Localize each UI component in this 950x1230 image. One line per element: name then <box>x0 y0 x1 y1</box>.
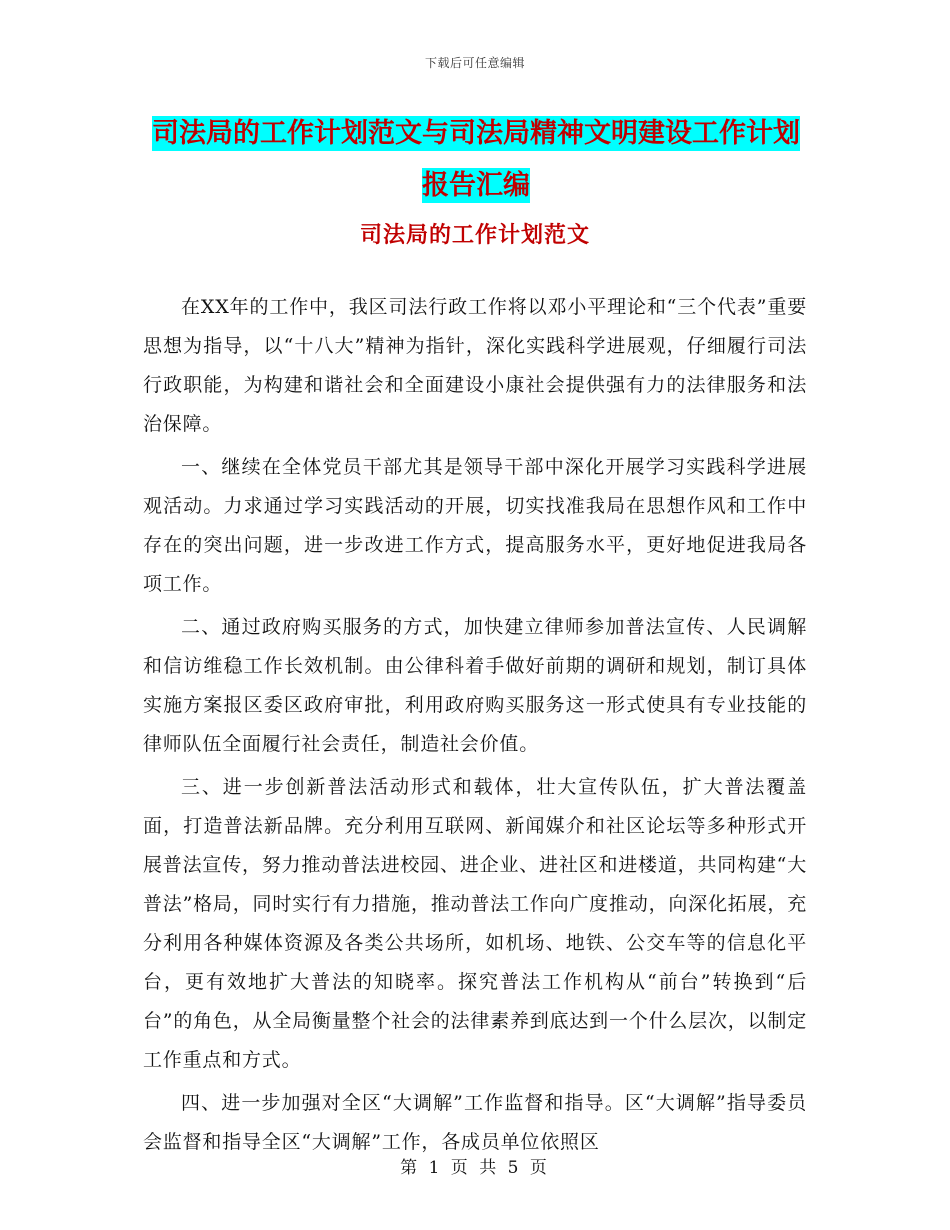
document-title <box>140 108 812 212</box>
paragraph-item-1: 一、继续在全体党员干部尤其是领导干部中深化开展学习实践科学进展观活动。力求通过学习实践活动的开展，切实找准我局在思想作风和工作中存在的突出问题，进一步改进工作方式，提高服务水平，更好地促进我局各项工作。 <box>143 456 807 595</box>
page-number-footer: 第 1 页 共 5 页 <box>400 1158 550 1178</box>
document-title-text: 司法局的工作计划范文与司法局精神文明建设工作计划报告汇编 <box>152 118 800 201</box>
header-note: 下载后可任意编辑 <box>424 56 525 70</box>
section-title: 司法局的工作计划范文 <box>359 223 590 248</box>
paragraph-intro: 在XX年的工作中，我区司法行政工作将以邓小平理论和“三个代表”重要思想为指导，以“十八大”精神为指针，深化实践科学进展观，仔细履行司法行政职能，为构建和谐社会和全面建设小康社会提供强有力的法律服务和法治保障。 <box>143 296 807 435</box>
body-text <box>143 288 807 1166</box>
paragraph-item-2: 二、通过政府购买服务的方式，加快建立律师参加普法宣传、人民调解和信访维稳工作长效机制。由公律科着手做好前期的调研和规划，制订具体实施方案报区委区政府审批，利用政府购买服务这一形式使具有专业技能的律师队伍全面履行社会责任，制造社会价值。 <box>143 616 807 755</box>
paragraph-item-3: 三、进一步创新普法活动形式和载体，壮大宣传队伍，扩大普法覆盖面，打造普法新品牌。充分利用互联网、新闻媒介和社区论坛等多种形式开展普法宣传，努力推动普法进校园、进企业、进社区和进楼道，共同构建“大普法”格局，同时实行有力措施，推动普法工作向广度推动，向深化拓展，充分利用各种媒体资源及各类公共场所，如机场、地铁、公交车等的信息化平台，更有效地扩大普法的知晓率。探究普法工作机构从“前台”转换到“后台”的角色，从全局衡量整个社会的法律素养到底达到一个什么层次，以制定工作重点和方式。 <box>143 776 807 1071</box>
paragraph-item-4: 四、进一步加强对全区“大调解”工作监督和指导。区“大调解”指导委员会监督和指导全区“大调解”工作，各成员单位依照区 <box>143 1092 807 1153</box>
